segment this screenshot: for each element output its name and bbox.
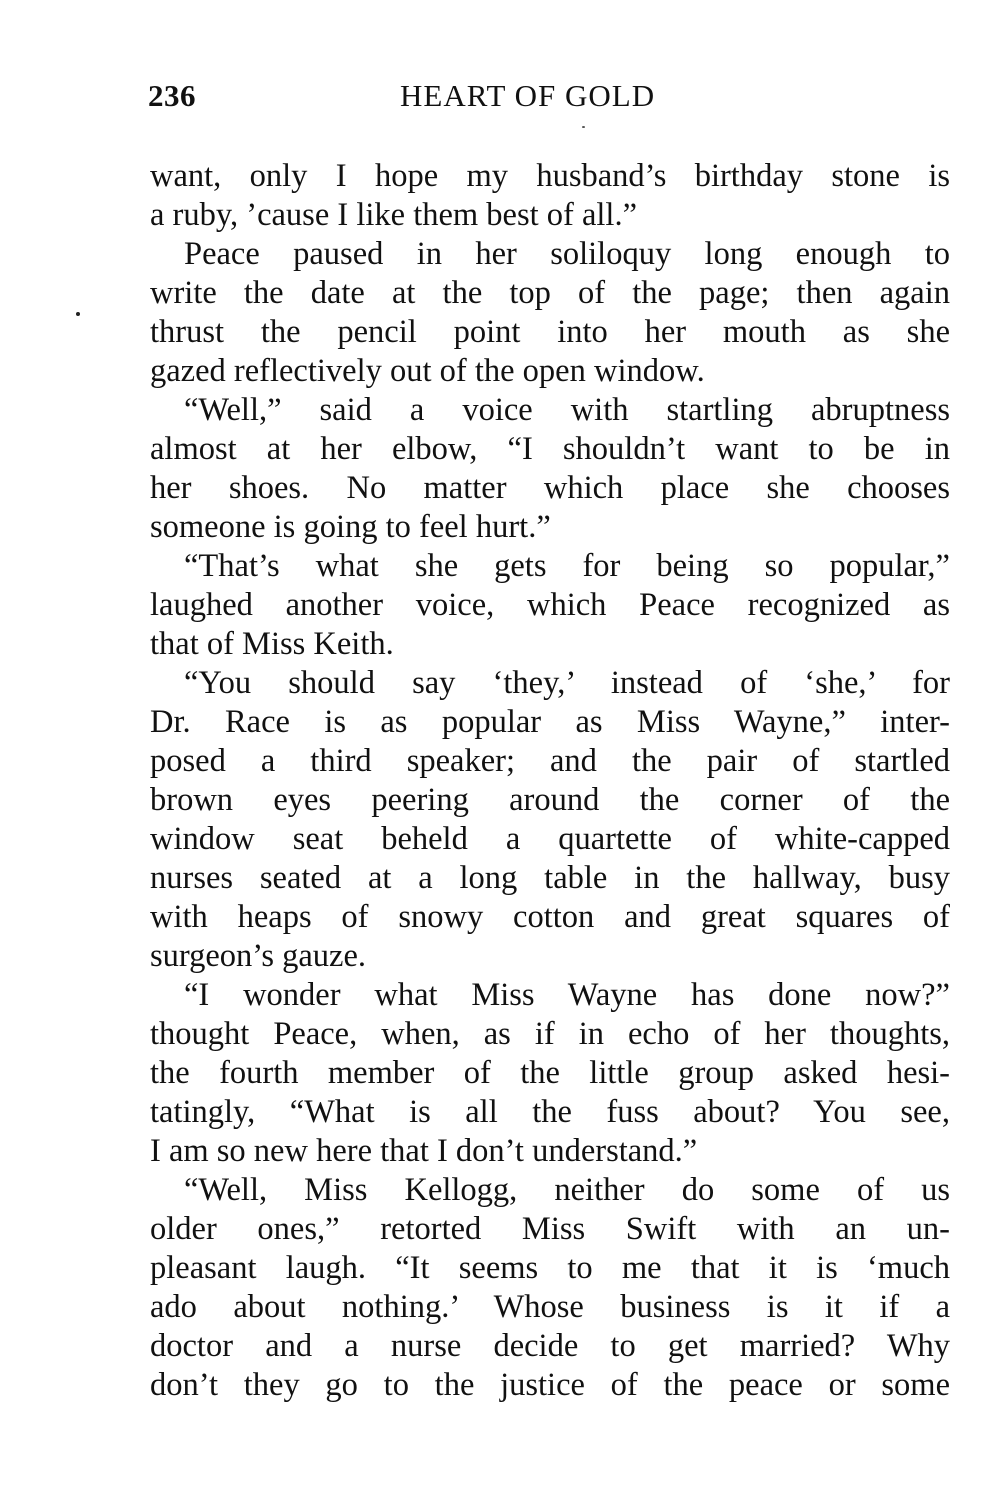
text-line: I am so new here that I don’t understand.” (150, 1133, 698, 1169)
text-line: laughed another voice, which Peace recognized as (150, 587, 950, 623)
text-line: doctor and a nurse decide to get married? Why (150, 1328, 950, 1364)
running-head (148, 78, 948, 122)
text-line: window seat beheld a quartette of white-capped (150, 821, 950, 857)
text-line: posed a third speaker; and the pair of startled (150, 743, 950, 779)
text-line: that of Miss Keith. (150, 626, 394, 662)
text-line: Dr. Race is as popular as Miss Wayne,” inter- (150, 704, 950, 740)
ink-speck (76, 312, 80, 316)
text-line: almost at her elbow, “I shouldn’t want to be in (150, 431, 950, 467)
book-title: HEART OF GOLD (400, 78, 656, 113)
text-line: older ones,” retorted Miss Swift with an un- (150, 1211, 950, 1247)
text-line: nurses seated at a long table in the hallway, busy (150, 860, 950, 896)
text-line: thrust the pencil point into her mouth as she (150, 314, 950, 350)
page-number: 236 (148, 78, 196, 113)
text-line: tatingly, “What is all the fuss about? You see, (150, 1094, 950, 1130)
text-line: “That’s what she gets for being so popular,” (184, 548, 950, 584)
text-line: “Well,” said a voice with startling abruptness (184, 392, 950, 428)
text-line: surgeon’s gauze. (150, 938, 367, 974)
text-line: ado about nothing.’ Whose business is it if a (150, 1289, 950, 1325)
text-line: write the date at the top of the page; then again (150, 275, 950, 311)
text-line: thought Peace, when, as if in echo of her thoughts, (150, 1016, 950, 1052)
text-line: don’t they go to the justice of the peace or some (150, 1367, 950, 1403)
text-line: the fourth member of the little group asked hesi- (150, 1055, 950, 1091)
text-line: “You should say ‘they,’ instead of ‘she,’ for (184, 665, 950, 701)
body-text (150, 157, 950, 1405)
ink-speck (582, 126, 585, 128)
text-line: want, only I hope my husband’s birthday stone is (150, 158, 950, 194)
text-line: Peace paused in her soliloquy long enough to (184, 236, 950, 272)
text-line: “Well, Miss Kellogg, neither do some of us (184, 1172, 950, 1208)
text-line: “I wonder what Miss Wayne has done now?” (184, 977, 950, 1013)
text-line: brown eyes peering around the corner of the (150, 782, 950, 818)
text-line: pleasant laugh. “It seems to me that it is ‘much (150, 1250, 950, 1286)
text-line: a ruby, ’cause I like them best of all.” (150, 197, 638, 233)
text-line: gazed reflectively out of the open window. (150, 353, 705, 389)
text-line: her shoes. No matter which place she chooses (150, 470, 950, 506)
text-line: someone is going to feel hurt.” (150, 509, 551, 545)
text-line: with heaps of snowy cotton and great squares of (150, 899, 950, 935)
